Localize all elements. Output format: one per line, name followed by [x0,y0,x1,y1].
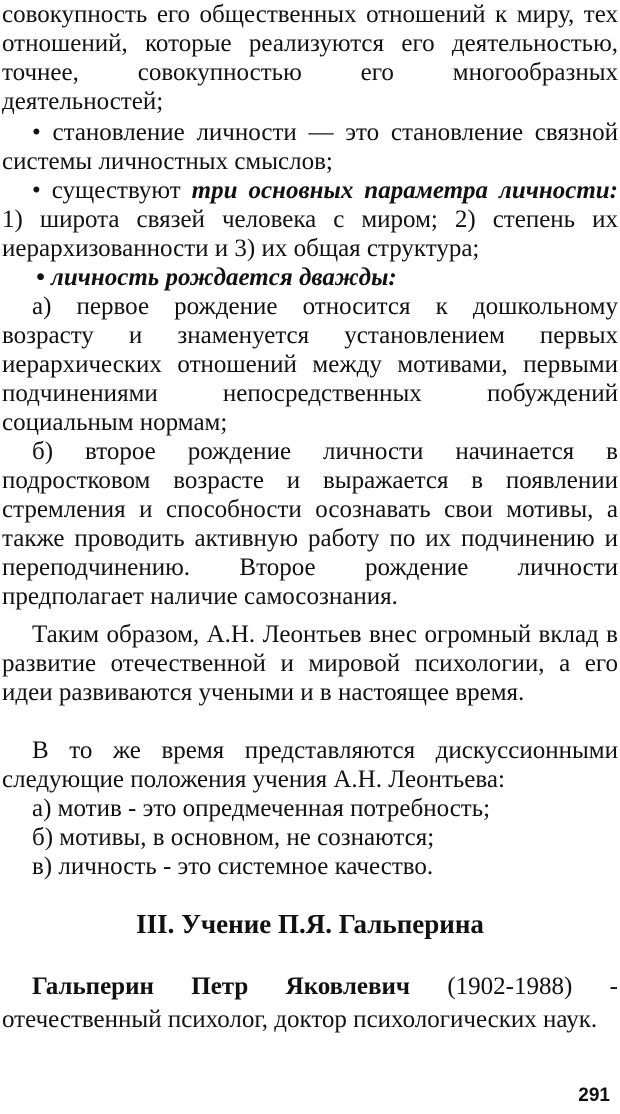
list-item: а) мотив - это опредмеченная потребность; [32,795,491,822]
bullet-three-parameters [2,176,618,263]
page-number: 291 [578,1085,610,1106]
paragraph-intro: совокупность его общественных отношений к миру, тех отношений, которые реализуются его деятельностью, точнее, совокупностью его многообразных деятельностей; [2,1,618,115]
author-description: (1902-1988) - отечественный психолог, доктор психологических наук. [2,973,618,1033]
bullet-born-twice [2,263,618,292]
section-heading: III. Учение П.Я. Гальперина [136,909,484,939]
paragraph-second-birth: б) второе рождение личности начинается в подростковом возрасте и выражается в появлении стремления и способности осознавать свои мотивы, а также проводить активную работу по их подчинению и переподчинению. Второе рождение личности предполагает наличие самосознания. [2,438,618,610]
bullet-three-parameters-tail: 1) широта связей человека с миром; 2) степень их иерархизованности и 3) их общая структура; [2,206,618,262]
paragraph-conclusion: Таким образом, А.Н. Леонтьев внес огромный вклад в развитие отечественной и мировой психологии, а его идеи развиваются учеными и в настоящее время. [2,621,618,706]
list-item: б) мотивы, в основном, не сознаются; [32,824,435,851]
list-item: в) личность - это системное качество. [32,853,434,880]
bullet-becoming-personality: • становление личности — это становление связной системы личностных смыслов; [2,119,618,175]
paragraph-first-birth: а) первое рождение относится к дошкольному возрасту и знаменуется установлением первых иерархических отношений между мотивами, первыми подчинениями непосредственных побуждений социальным нормам; [2,293,618,436]
author-name: Гальперин Петр Яковлевич [32,973,410,1000]
bullet-born-twice-emphasis: • личность рождается дважды: [36,264,397,291]
author-paragraph [2,970,618,1036]
bullet-three-parameters-emphasis: три основных параметра личности: [191,177,618,204]
paragraph-debatable: В то же время представляются дискуссионными следующие положения учения А.Н. Леонтьева: [2,737,618,793]
bullet-three-parameters-lead: • существуют [32,177,192,204]
